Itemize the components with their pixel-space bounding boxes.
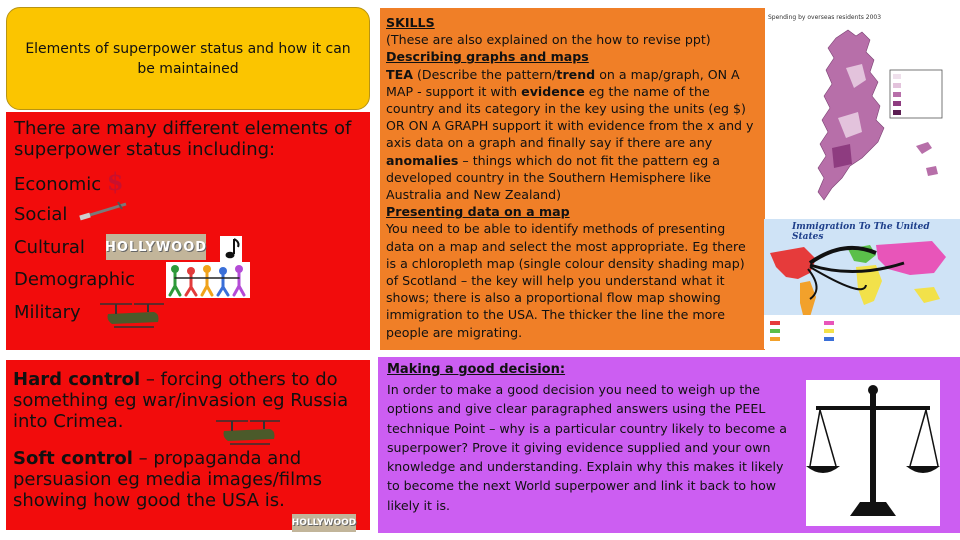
anomalies-word: anomalies xyxy=(386,152,459,168)
syringe-icon xyxy=(76,200,132,222)
presenting-text: You need to be able to identify methods of presenting data on a map and select the most appropriate. Eg there is a chloropleth map (single colour density shading map) of Scotland – the key will help you understand what it shows; there is also a proportional flow map showing immigration to the USA. The thicker the line the more people are migrating. xyxy=(386,221,746,340)
skills-panel xyxy=(380,8,765,350)
scotland-choropleth-map xyxy=(766,8,956,216)
element-label: Cultural xyxy=(14,237,85,258)
scotland-map-graphic xyxy=(766,8,956,216)
element-label: Social xyxy=(14,204,68,225)
skills-content xyxy=(386,14,756,341)
people-chain-icon xyxy=(166,262,250,298)
hollywood-sign-icon xyxy=(106,234,206,260)
map-title: Spending by overseas residents 2003 xyxy=(768,14,882,21)
tea-text: on a map/graph, ON A MAP - support it with xyxy=(386,66,740,99)
tea-text: (Describe the pattern/ xyxy=(412,66,557,82)
presenting-heading: Presenting data on a map xyxy=(386,204,570,220)
element-label: Demographic xyxy=(14,269,136,290)
element-cultural xyxy=(14,236,85,260)
hollywood-sign-icon xyxy=(292,514,356,532)
hollywood-sign-text: HOLLYWOOD xyxy=(104,239,208,255)
tea-text: eg the name of the country and its category in the key using the units (eg $) OR ON A GRAPH support it with evidence from the x and y axis data on a graph and finally say if there are any xyxy=(386,83,754,151)
flow-map-graphic xyxy=(764,219,960,349)
element-social xyxy=(14,203,67,227)
elements-intro: There are many different elements of superpower status including: xyxy=(14,118,352,160)
skills-subheading: (These are also explained on the how to revise ppt) xyxy=(386,32,711,48)
element-label: Military xyxy=(14,302,81,323)
control-panel xyxy=(6,360,370,530)
map-title: Immigration To The United States xyxy=(792,222,930,242)
decision-heading: Making a good decision: xyxy=(387,362,566,377)
page-title: Elements of superpower status and how it can be maintained xyxy=(25,40,351,77)
element-demographic xyxy=(14,268,135,292)
trend-word: trend xyxy=(556,66,596,82)
soft-control-term: Soft control xyxy=(13,448,133,469)
skills-heading: SKILLS xyxy=(386,15,435,30)
hard-control-text xyxy=(13,369,365,432)
element-military xyxy=(14,301,81,325)
hard-control-term: Hard control xyxy=(13,369,141,390)
element-economic xyxy=(14,167,124,196)
soft-control-desc: – propaganda and persuasion eg media images/films showing how good the USA is. xyxy=(13,448,323,511)
describing-heading: Describing graphs and maps xyxy=(386,49,589,65)
tea-label: TEA xyxy=(386,66,413,82)
tea-paragraph xyxy=(386,66,756,204)
immigration-flow-map xyxy=(764,219,960,349)
balance-scales-icon xyxy=(806,380,940,526)
music-note-icon xyxy=(220,236,242,262)
decision-body: In order to make a good decision you need to weigh up the options and give clear paragraphed answers using the PEEL technique Point – why is a particular country likely to become a superpower? Prove it giving evidence supplied and your own knowledge and understanding. Explain why this makes it likely to become the next World superpower and link it back to how likely it is. xyxy=(387,382,787,513)
hollywood-sign-text: HOLLYWOOD xyxy=(291,518,357,528)
hard-control-desc: – forcing others to do something eg war/invasion eg Russia into Crimea. xyxy=(13,369,349,432)
soft-control-text xyxy=(13,448,365,511)
helicopter-icon xyxy=(214,417,282,449)
title-box xyxy=(6,7,370,110)
evidence-word: evidence xyxy=(521,83,585,99)
dollar-icon: $ xyxy=(106,167,124,196)
elements-panel xyxy=(6,112,370,350)
tea-text: – things which do not fit the pattern eg a developed country in the Southern Hemisphere like Australia and New Zealand) xyxy=(386,152,720,203)
helicopter-icon xyxy=(98,300,166,332)
balance-scales-image xyxy=(806,380,940,526)
element-label: Economic xyxy=(14,174,102,195)
decision-panel xyxy=(378,357,960,533)
